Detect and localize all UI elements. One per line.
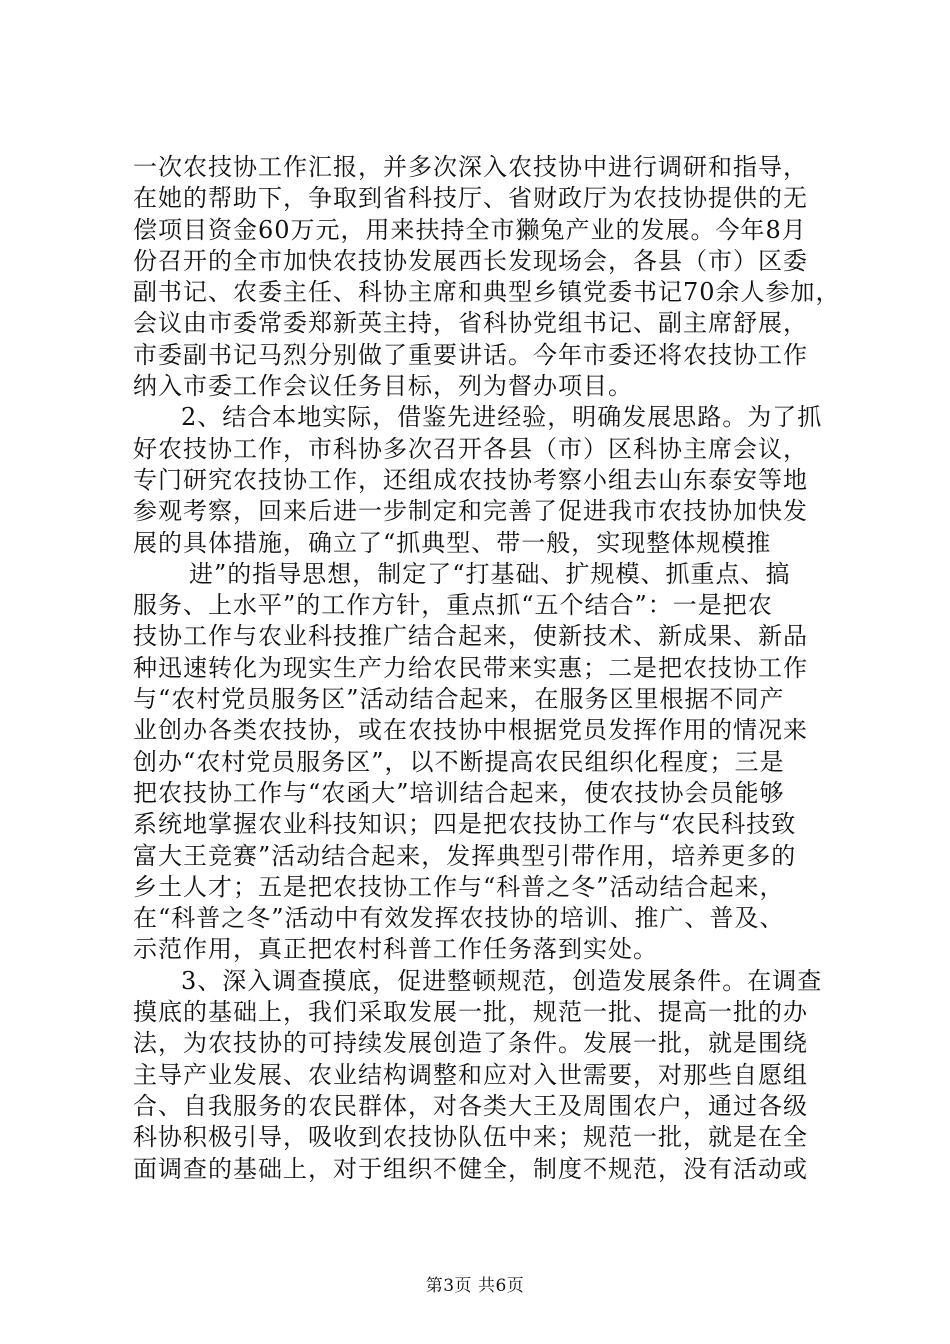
text-line: 乡土人才；五是把农技协工作与“科普之冬”活动结合起来， — [133, 872, 785, 901]
text-line: 专门研究农技协工作，还组成农技协考察小组去山东泰安等地 — [133, 465, 808, 494]
text-line: 份召开的全市加快农技协发展西长发现场会，各县（市）区委 — [133, 246, 808, 275]
paragraph-start-line: 3、深入调查摸底，促进整顿规范，创造发展条件。在调查 — [181, 966, 823, 995]
text-line: 在她的帮助下，争取到省科技厅、省财政厅为农技协提供的无 — [133, 184, 808, 213]
body-text — [133, 152, 841, 1185]
text-line: 技协工作与农业科技推广结合起来，使新技术、新成果、新品 — [133, 622, 808, 651]
text-line: 法，为农技协的可持续发展创造了条件。发展一批，就是围绕 — [133, 1029, 808, 1058]
text-line: 合、自我服务的农民群体，对各类大王及周围农户，通过各级 — [133, 1091, 808, 1120]
text-line: 纳入市委工作会议任务目标，列为督办项目。 — [133, 372, 633, 401]
text-line: 示范作用，真正把农村科普工作任务落到实处。 — [133, 935, 658, 964]
text-line: 副书记、农委主任、科协主席和典型乡镇党委书记70余人参加， — [133, 278, 841, 307]
text-line: 创办“农村党员服务区”，以不断提高农民组织化程度；三是 — [133, 747, 785, 776]
page-number-footer: 第3页 共6页 — [425, 1276, 525, 1296]
text-line: 展的具体措施，确立了“抓典型、带一般，实现整体规模推 — [133, 528, 772, 557]
text-line: 参观考察，回来后进一步制定和完善了促进我市农技协加快发 — [133, 497, 808, 526]
text-line: 科协积极引导，吸收到农技协队伍中来；规范一批，就是在全 — [133, 1123, 808, 1152]
text-line: 与“农村党员服务区”活动结合起来，在服务区里根据不同产 — [133, 685, 785, 714]
text-line: 种迅速转化为现实生产力给农民带来实惠；二是把农技协工作 — [133, 653, 808, 682]
text-line: 进”的指导思想，制定了“打基础、扩规模、抓重点、搞 — [189, 559, 791, 588]
text-line: 主导产业发展、农业结构调整和应对入世需要，对那些自愿组 — [133, 1060, 808, 1089]
text-line: 一次农技协工作汇报，并多次深入农技协中进行调研和指导， — [133, 153, 808, 181]
text-line: 摸底的基础上，我们采取发展一批，规范一批、提高一批的办 — [133, 998, 808, 1027]
text-line: 在“科普之冬”活动中有效发挥农技协的培训、推广、普及、 — [133, 904, 785, 933]
paragraph-start-line: 2、结合本地实际，借鉴先进经验，明确发展思路。为了抓 — [181, 403, 823, 432]
text-line: 服务、上水平”的工作方针，重点抓“五个结合”：一是把农 — [133, 591, 773, 620]
text-line: 富大王竞赛”活动结合起来，发挥典型引带作用，培养更多的 — [133, 841, 797, 870]
text-line: 偿项目资金60万元，用来扶持全市獭兔产业的发展。今年8月 — [133, 215, 807, 244]
text-line: 面调查的基础上，对于组织不健全，制度不规范，没有活动或 — [133, 1154, 808, 1183]
text-line: 市委副书记马烈分别做了重要讲话。今年市委还将农技协工作 — [133, 340, 808, 369]
text-line: 业创办各类农技协，或在农技协中根据党员发挥作用的情况来 — [133, 716, 808, 745]
text-line: 会议由市委常委郑新英主持，省科协党组书记、副主席舒展， — [133, 309, 808, 338]
text-line: 系统地掌握农业科技知识；四是把农技协工作与“农民科技致 — [133, 810, 797, 839]
text-line: 好农技协工作，市科协多次召开各县（市）区科协主席会议， — [133, 434, 808, 463]
text-line: 把农技协工作与“农函大”培训结合起来，使农技协会员能够 — [133, 778, 785, 807]
